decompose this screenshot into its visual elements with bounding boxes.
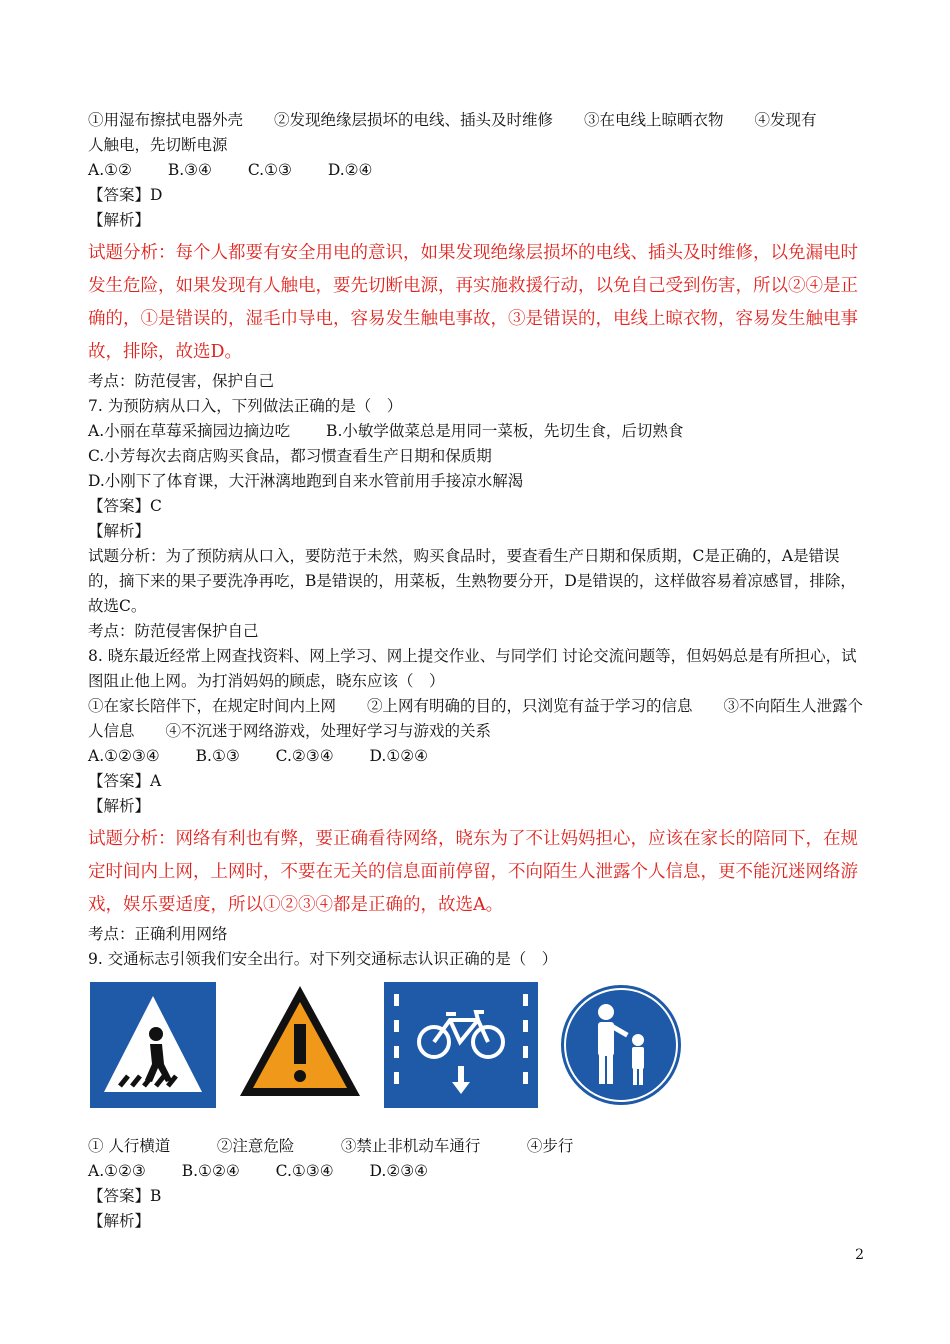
- q7-stem: 7. 为预防病从口入，下列做法正确的是（ ）: [88, 397, 403, 415]
- q7-option-d: D.小刚下了体育课，大汗淋漓地跑到自来水管前用手接凉水解渴: [88, 472, 524, 490]
- q7-analysis-label: 【解析】: [88, 522, 151, 540]
- q9-analysis-label: 【解析】: [88, 1212, 151, 1230]
- q6-analysis: 试题分析：每个人都要有安全用电的意识，如果发现绝缘层损坏的电线、插头及时维修，以免漏电时发生危险，如果发现有人触电，要先切断电源，再实施救援行动，以免自己受到伤害，所以②④是正确的，①是错误的，湿毛巾导电，容易发生触电事故，③是错误的，电线上晾衣物，容易发生触电事故，排除，故选D。: [88, 243, 858, 362]
- q7-kaodian: 考点：防范侵害保护自己: [88, 622, 259, 640]
- q8-options: ①在家长陪伴下，在规定时间内上网 ②上网有明确的目的，只浏览有益于学习的信息 ③不向陌生人泄露个人信息 ④不沉迷于网络游戏，处理好学习与游戏的关系: [88, 697, 864, 740]
- q8-analysis: 试题分析：网络有利也有弊，要正确看待网络，晓东为了不让妈妈担心，应该在家长的陪同下，在规定时间内上网，上网时，不要在无关的信息面前停留，不向陌生人泄露个人信息，更不能沉迷网络游戏，娱乐要适度，所以①②③④都是正确的，故选A。: [88, 829, 858, 915]
- q9-answer: 【答案】B: [88, 1187, 162, 1205]
- q6-kaodian: 考点：防范侵害，保护自己: [88, 372, 275, 390]
- bicycle-lane-sign-icon: [384, 982, 538, 1108]
- q8-analysis-label: 【解析】: [88, 797, 151, 815]
- document-body: [88, 108, 868, 1234]
- q6-answer: 【答案】D: [88, 186, 163, 204]
- q8-choices: A.①②③④ B.①③ C.②③④ D.①②④: [88, 747, 429, 765]
- q9-sign-labels: ① 人行横道 ②注意危险 ③禁止非机动车通行 ④步行: [88, 1137, 574, 1155]
- traffic-signs-row: [90, 982, 868, 1128]
- q9-choices: A.①②③ B.①②④ C.①③④ D.②③④: [88, 1162, 429, 1180]
- pedestrian-walk-sign-icon: [558, 982, 684, 1108]
- warning-exclamation-sign-icon: [236, 982, 364, 1102]
- q7-answer: 【答案】C: [88, 497, 162, 515]
- q9-stem: 9. 交通标志引领我们安全出行。对下列交通标志认识正确的是（ ）: [88, 950, 558, 968]
- q7-option-ab: A.小丽在草莓采摘园边摘边吃 B.小敏学做菜总是用同一菜板，先切生食，后切熟食: [88, 422, 684, 440]
- q6-options: ①用湿布擦拭电器外壳 ②发现绝缘层损坏的电线、插头及时维修 ③在电线上晾晒衣物 ④发现有: [88, 111, 817, 129]
- q6-analysis-label: 【解析】: [88, 211, 151, 229]
- q8-kaodian: 考点：正确利用网络: [88, 925, 228, 943]
- page-number: 2: [855, 1247, 864, 1263]
- q6-choices: A.①② B.③④ C.①③ D.②④: [88, 161, 373, 179]
- q8-stem: 8. 晓东最近经常上网查找资料、网上学习、网上提交作业、与同学们 讨论交流问题等，但妈妈总是有所担心，试图阻止他上网。为打消妈妈的顾虑，晓东应该（ ）: [88, 647, 857, 690]
- q7-option-c: C.小芳每次去商店购买食品，都习惯查看生产日期和保质期: [88, 447, 492, 465]
- q8-answer: 【答案】A: [88, 772, 162, 790]
- q6-options-cont: 人触电，先切断电源: [88, 136, 228, 154]
- q7-analysis: 试题分析：为了预防病从口入，要防范于未然，购买食品时，要查看生产日期和保质期，C是正确的，A是错误的，摘下来的果子要洗净再吃，B是错误的，用菜板，生熟物要分开，D是错误的，这样做容易着凉感冒，排除，故选C。: [88, 547, 856, 615]
- pedestrian-crossing-sign-icon: [90, 982, 216, 1108]
